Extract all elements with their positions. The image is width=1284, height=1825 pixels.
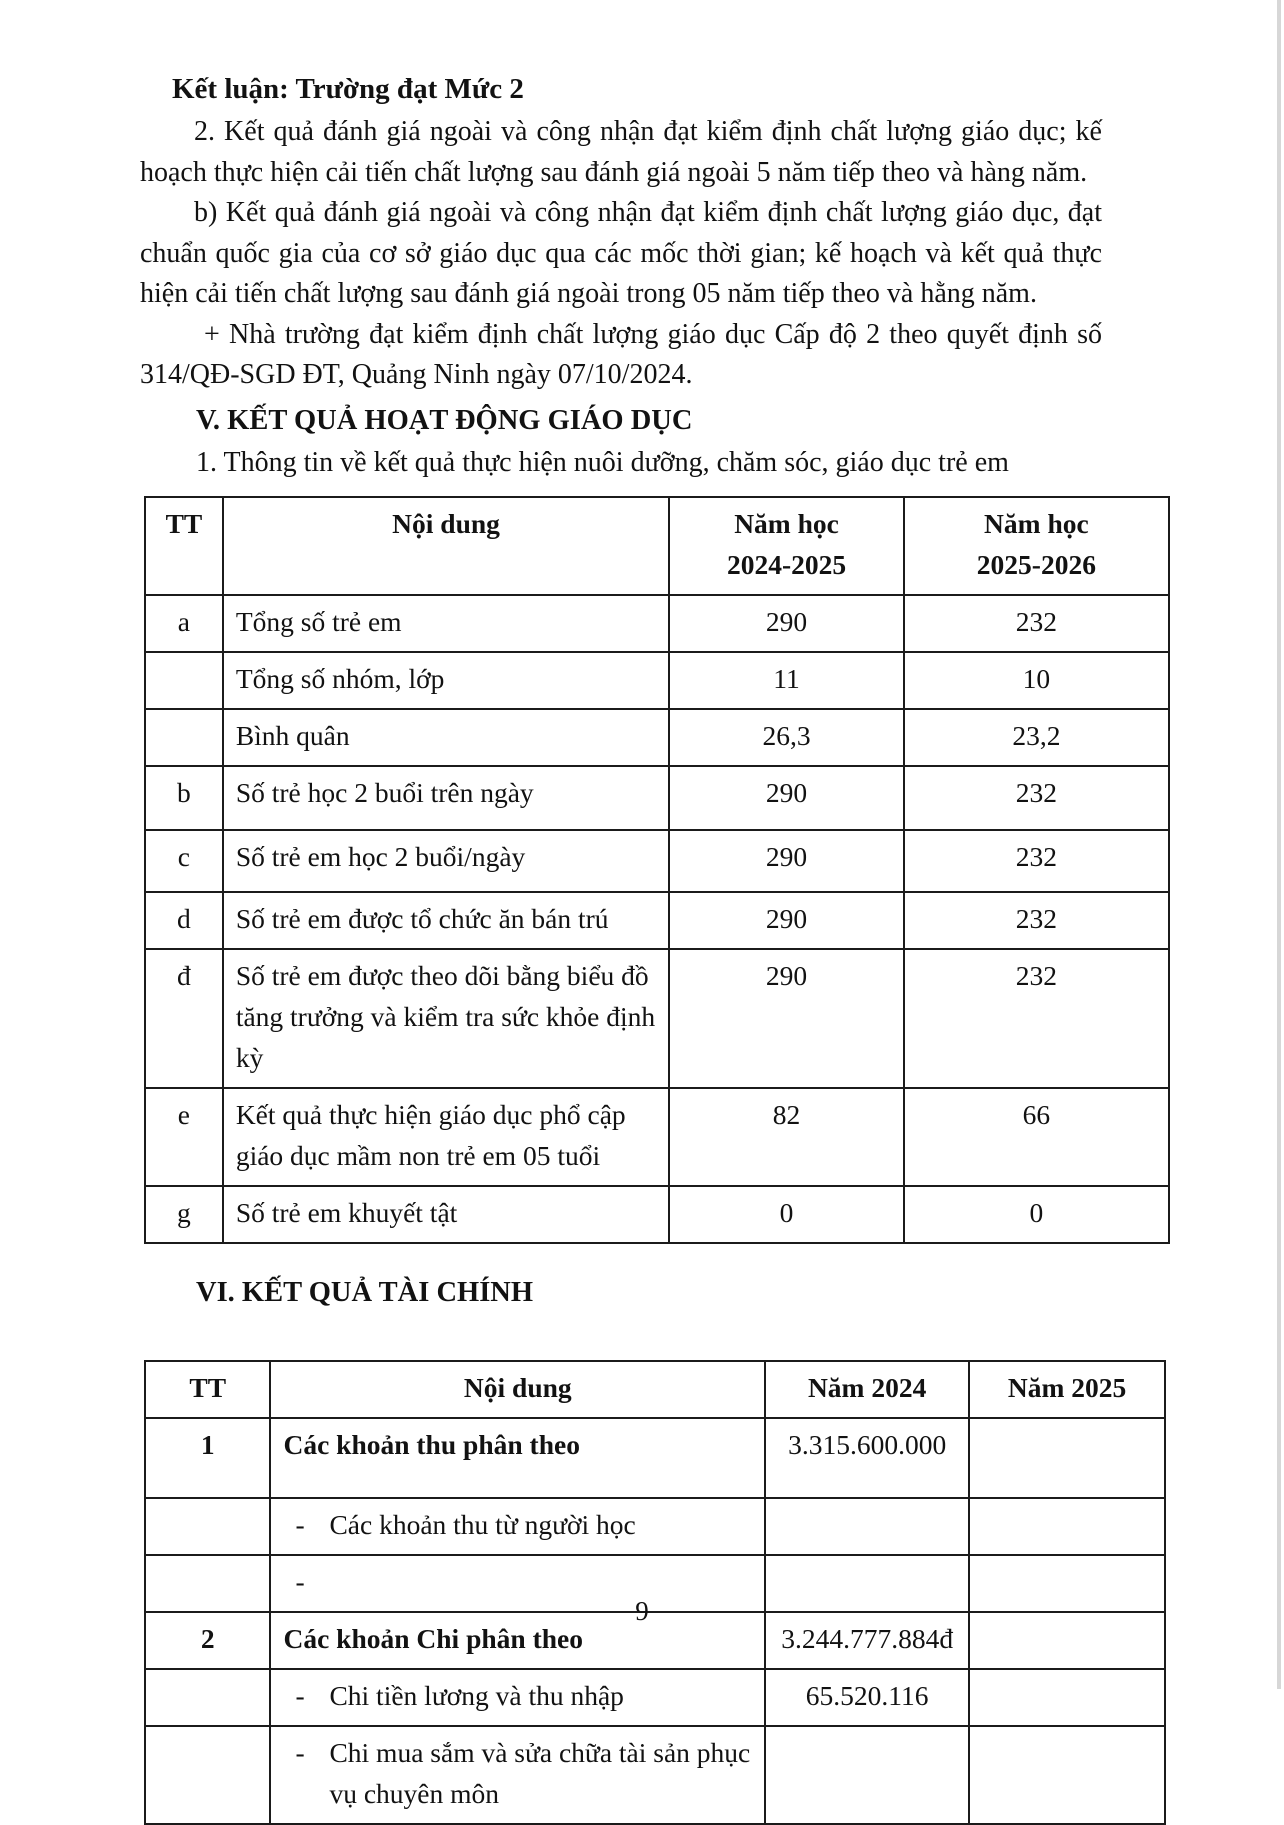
cell-content-text: Các khoản thu từ người học xyxy=(329,1508,636,1540)
cell-content: Các khoản Chi phân theo xyxy=(270,1612,765,1669)
cell-tt xyxy=(145,1669,270,1726)
cell-y2: 232 xyxy=(904,892,1169,949)
cell-tt: b xyxy=(145,766,223,830)
cell-2024: 3.244.777.884đ xyxy=(765,1612,969,1669)
cell-content: Số trẻ em học 2 buổi/ngày xyxy=(223,830,669,892)
cell-tt: c xyxy=(145,830,223,892)
table-row xyxy=(145,1498,1165,1555)
scan-edge-artifact xyxy=(1277,0,1281,1689)
finance-results-table xyxy=(144,1360,1166,1825)
cell-2024 xyxy=(765,1726,969,1824)
education-results-table xyxy=(144,496,1170,1244)
cell-y1: 11 xyxy=(669,652,903,709)
table-header-row xyxy=(145,1361,1165,1418)
cell-y2: 232 xyxy=(904,830,1169,892)
header-tt: TT xyxy=(145,497,223,595)
cell-content: Kết quả thực hiện giáo dục phổ cập giáo dục mầm non trẻ em 05 tuổi xyxy=(223,1088,669,1186)
cell-tt xyxy=(145,1498,270,1555)
cell-y2: 232 xyxy=(904,949,1169,1088)
cell-tt: đ xyxy=(145,949,223,1088)
cell-content-text: Chi mua sắm và sửa chữa tài sản phục vụ chuyên môn xyxy=(329,1736,751,1809)
header-content: Nội dung xyxy=(223,497,669,595)
cell-y2: 23,2 xyxy=(904,709,1169,766)
cell-tt xyxy=(145,1726,270,1824)
cell-content-text: Chi tiền lương và thu nhập xyxy=(329,1679,624,1711)
table-row xyxy=(145,949,1169,1088)
table-row xyxy=(145,892,1169,949)
cell-content: Số trẻ em khuyết tật xyxy=(223,1186,669,1243)
header-content: Nội dung xyxy=(270,1361,765,1418)
cell-y2: 232 xyxy=(904,595,1169,652)
cell-y1: 290 xyxy=(669,892,903,949)
header-year2 xyxy=(904,497,1169,595)
header-year2-line2: 2025-2026 xyxy=(976,548,1096,580)
cell-tt: 2 xyxy=(145,1612,270,1669)
cell-tt: e xyxy=(145,1088,223,1186)
cell-2024 xyxy=(765,1498,969,1555)
cell-y1: 290 xyxy=(669,949,903,1088)
cell-content: Tổng số trẻ em xyxy=(223,595,669,652)
table-row xyxy=(145,1088,1169,1186)
cell-y1: 0 xyxy=(669,1186,903,1243)
cell-y2: 10 xyxy=(904,652,1169,709)
header-year-2025: Năm 2025 xyxy=(969,1361,1165,1418)
cell-tt: d xyxy=(145,892,223,949)
conclusion-line: Kết luận: Trường đạt Mức 2 xyxy=(172,73,524,105)
cell-y2: 232 xyxy=(904,766,1169,830)
cell-content: Số trẻ em được tổ chức ăn bán trú xyxy=(223,892,669,949)
cell-2025 xyxy=(969,1669,1165,1726)
header-year-2024: Năm 2024 xyxy=(765,1361,969,1418)
cell-tt xyxy=(145,709,223,766)
cell-tt: a xyxy=(145,595,223,652)
page-content xyxy=(140,68,1127,1825)
table-row xyxy=(145,766,1169,830)
cell-content: Các khoản thu phân theo xyxy=(270,1418,765,1498)
cell-content: Tổng số nhóm, lớp xyxy=(223,652,669,709)
section-vi-heading: VI. KẾT QUẢ TÀI CHÍNH xyxy=(196,1276,534,1308)
cell-2025 xyxy=(969,1726,1165,1824)
header-year1 xyxy=(669,497,903,595)
section-v-subheading: 1. Thông tin về kết quả thực hiện nuôi dưỡng, chăm sóc, giáo dục trẻ em xyxy=(196,446,1009,478)
table-row xyxy=(145,1186,1169,1243)
cell-content xyxy=(270,1498,765,1555)
paragraph-b: b) Kết quả đánh giá ngoài và công nhận đạt kiểm định chất lượng giáo dục, đạt chuẩn quốc gia của cơ sở giáo dục qua các mốc thời gian; kế hoạch và kết quả thực hiện cải tiến chất lượng sau đánh giá ngoài trong 05 năm tiếp theo và hằng năm. xyxy=(140,197,1102,309)
header-year2-line1: Năm học xyxy=(984,507,1089,539)
cell-content xyxy=(270,1669,765,1726)
paragraph-2: 2. Kết quả đánh giá ngoài và công nhận đạt kiểm định chất lượng giáo dục; kế hoạch thực hiện cải tiến chất lượng sau đánh giá ngoài 5 năm tiếp theo và hàng năm. xyxy=(140,116,1102,188)
cell-y1: 290 xyxy=(669,766,903,830)
table-row xyxy=(145,1726,1165,1824)
cell-2025 xyxy=(969,1498,1165,1555)
paragraph-plus: + Nhà trường đạt kiểm định chất lượng giáo dục Cấp độ 2 theo quyết định số 314/QĐ-SGD ĐT, Quảng Ninh ngày 07/10/2024. xyxy=(140,318,1102,390)
dash-bullet: - xyxy=(295,1679,305,1711)
cell-tt: g xyxy=(145,1186,223,1243)
table-row xyxy=(145,709,1169,766)
cell-y1: 290 xyxy=(669,830,903,892)
dash-bullet: - xyxy=(295,1508,305,1540)
table-row xyxy=(145,1669,1165,1726)
cell-y2: 0 xyxy=(904,1186,1169,1243)
table-row xyxy=(145,1418,1165,1498)
dash-bullet: - xyxy=(295,1736,305,1768)
section-v-heading: V. KẾT QUẢ HOẠT ĐỘNG GIÁO DỤC xyxy=(196,404,693,436)
header-year1-line1: Năm học xyxy=(734,507,839,539)
cell-content: Số trẻ em được theo dõi bằng biểu đồ tăng trưởng và kiểm tra sức khỏe định kỳ xyxy=(223,949,669,1088)
cell-y2: 66 xyxy=(904,1088,1169,1186)
table-row xyxy=(145,830,1169,892)
cell-y1: 82 xyxy=(669,1088,903,1186)
cell-y1: 290 xyxy=(669,595,903,652)
dash-bullet: - xyxy=(295,1565,305,1597)
page-number: 9 xyxy=(635,1596,649,1626)
cell-tt: 1 xyxy=(145,1418,270,1498)
cell-2025 xyxy=(969,1418,1165,1498)
cell-tt xyxy=(145,652,223,709)
header-tt: TT xyxy=(145,1361,270,1418)
cell-content: Số trẻ học 2 buổi trên ngày xyxy=(223,766,669,830)
cell-content xyxy=(270,1726,765,1824)
table-row xyxy=(145,595,1169,652)
header-year1-line2: 2024-2025 xyxy=(726,548,847,580)
table-row xyxy=(145,652,1169,709)
cell-content: Bình quân xyxy=(223,709,669,766)
cell-2024: 3.315.600.000 xyxy=(765,1418,969,1498)
cell-2024: 65.520.116 xyxy=(765,1669,969,1726)
table-header-row xyxy=(145,497,1169,595)
cell-y1: 26,3 xyxy=(669,709,903,766)
